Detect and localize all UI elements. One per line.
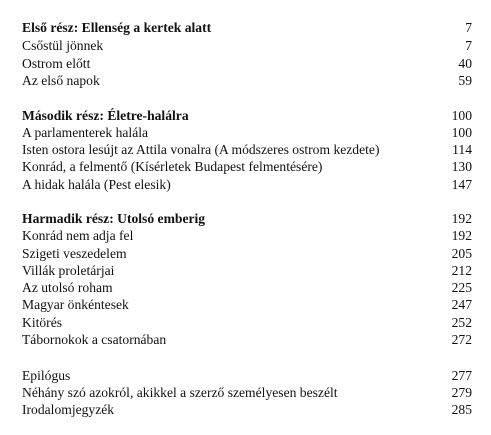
section-title: Első rész: Ellenség a kertek alatt bbox=[22, 20, 212, 35]
page-number: 225 bbox=[451, 280, 472, 295]
page-number: 130 bbox=[451, 159, 472, 174]
entry-title: Villák proletárjai bbox=[22, 263, 115, 278]
entry-title: Magyar önkéntesek bbox=[22, 297, 129, 312]
page-number: 212 bbox=[451, 263, 472, 278]
toc-entry bbox=[22, 124, 472, 141]
page-number: 252 bbox=[451, 315, 472, 330]
section-heading bbox=[22, 19, 472, 36]
toc-entry bbox=[22, 331, 472, 348]
toc-entry bbox=[22, 384, 472, 401]
toc-entry bbox=[22, 141, 472, 158]
entry-title: A hidak halála (Pest elesik) bbox=[22, 177, 171, 192]
toc-entry bbox=[22, 314, 472, 331]
toc-entry bbox=[22, 245, 472, 262]
entry-title: Ostrom előtt bbox=[22, 56, 91, 71]
entry-title: Tábornokok a csatornában bbox=[22, 332, 167, 347]
entry-title: Epilógus bbox=[22, 368, 71, 383]
toc-entry bbox=[22, 176, 472, 193]
toc-entry bbox=[22, 296, 472, 313]
page-number: 277 bbox=[451, 368, 472, 383]
page-number: 7 bbox=[465, 20, 472, 35]
toc-entry bbox=[22, 72, 472, 89]
page-number: 114 bbox=[452, 142, 472, 157]
page-number: 192 bbox=[451, 211, 472, 226]
entry-title: Az első napok bbox=[22, 73, 100, 88]
page-number: 147 bbox=[451, 177, 472, 192]
entry-title: Irodalomjegyzék bbox=[22, 402, 115, 417]
toc-entry bbox=[22, 262, 472, 279]
toc-entry bbox=[22, 37, 472, 54]
page-number: 100 bbox=[451, 125, 472, 140]
entry-title: Csőstül jönnek bbox=[22, 38, 104, 53]
toc-entry bbox=[22, 227, 472, 244]
entry-title: Az utolsó roham bbox=[22, 280, 113, 295]
page-number: 40 bbox=[458, 56, 472, 71]
page-number: 279 bbox=[451, 385, 472, 400]
toc-entry bbox=[22, 279, 472, 296]
toc-entry bbox=[22, 367, 472, 384]
entry-title: Konrád, a felmentő (Kísérletek Budapest felmentésére) bbox=[22, 159, 323, 174]
page-number: 205 bbox=[451, 246, 472, 261]
entry-title: Konrád nem adja fel bbox=[22, 228, 134, 243]
page-number: 285 bbox=[451, 402, 472, 417]
entry-title: Néhány szó azokról, akikkel a szerző személyesen beszélt bbox=[22, 385, 338, 400]
page-number: 7 bbox=[465, 38, 472, 53]
entry-title: A parlamenterek halála bbox=[22, 125, 149, 140]
section-heading bbox=[22, 107, 472, 124]
entry-title: Szigeti veszedelem bbox=[22, 246, 127, 261]
section-title: Harmadik rész: Utolsó emberig bbox=[22, 211, 206, 226]
toc-entry bbox=[22, 401, 472, 418]
toc-entry bbox=[22, 158, 472, 175]
page-number: 247 bbox=[451, 297, 472, 312]
section-title: Második rész: Életre-halálra bbox=[22, 108, 189, 123]
entry-title: Isten ostora lesújt az Attila vonalra (A módszeres ostrom kezdete) bbox=[22, 142, 380, 157]
entry-title: Kitörés bbox=[22, 315, 63, 330]
page-number: 192 bbox=[451, 228, 472, 243]
page-number: 272 bbox=[451, 332, 472, 347]
toc-entry bbox=[22, 55, 472, 72]
page-number: 59 bbox=[458, 73, 472, 88]
page-number: 100 bbox=[451, 108, 472, 123]
section-heading bbox=[22, 210, 472, 227]
